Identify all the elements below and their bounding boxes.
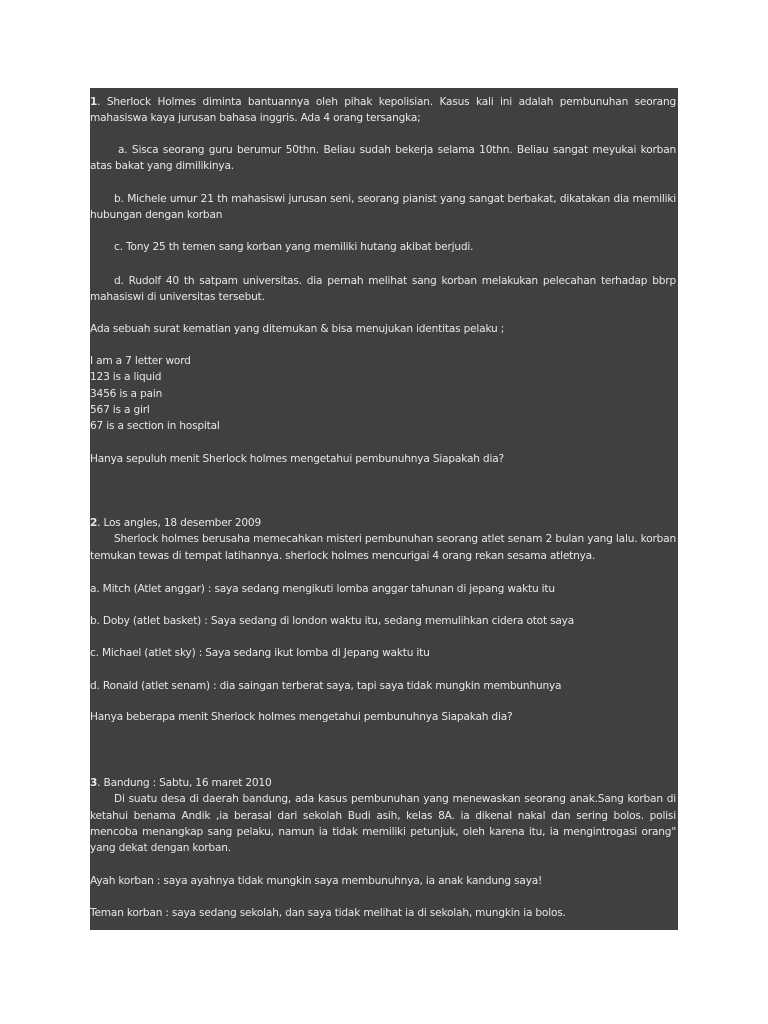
- q1-suspect-b: [90, 191, 676, 224]
- line: Sherlock holmes berusaha memecahkan misteri pembunuhan seorang atlet senam 2 bulan yang lalu. korban: [114, 533, 676, 546]
- line: . Sherlock Holmes diminta bantuannya oleh pihak kepolisian. Kasus kali ini adalah pembunuhan seorang: [97, 96, 676, 108]
- line: Ayah korban : saya ayahnya tidak mungkin saya membunuhnya, ia anak kandung saya!: [90, 875, 543, 887]
- line: ketahui benama Andik ,ia berasal dari sekolah Budi asih, kelas 8A. ia dikenal nakal dan sering bolos. polisi: [90, 809, 676, 822]
- line: b. Doby (atlet basket) : Saya sedang di london waktu itu, sedang memulihkan cidera otot saya: [90, 615, 575, 627]
- line: Teman korban : saya sedang sekolah, dan saya tidak melihat ia di sekolah, mungkin ia bolos.: [90, 907, 566, 919]
- line: c. Michael (atlet sky) : Saya sedang ikut lomba di Jepang waktu itu: [90, 647, 430, 659]
- line: hubungan dengan korban: [90, 209, 223, 222]
- q2-heading: [90, 515, 676, 564]
- line: Ada sebuah surat kematian yang ditemukan & bisa menujukan identitas pelaku ;: [90, 323, 505, 335]
- q3-teman: [90, 905, 676, 921]
- line: Di suatu desa di daerah bandung, ada kasus pembunuhan yang menewaskan seorang anak.Sang korban di: [114, 793, 676, 806]
- q3-ayah: [90, 873, 676, 889]
- q2-suspect-d: [90, 678, 676, 694]
- line: c. Tony 25 th temen sang korban yang memiliki hutang akibat berjudi.: [114, 241, 474, 253]
- line: mahasiswa kaya jurusan bahasa inggris. Ada 4 orang tersangka;: [90, 112, 421, 125]
- line: b. Michele umur 21 th mahasiswi jurusan seni, seorang pianist yang sangat berbakat, dikatakan dia memiliki: [114, 193, 676, 205]
- q2-number: 2: [90, 517, 98, 529]
- q1-riddle: [90, 353, 676, 434]
- line: mencoba menangkap sang pelaku, namun ia tidak memiliki petunjuk, oleh karena itu, ia mengintrogasi orang": [90, 825, 676, 838]
- riddle-line: 67 is a section in hospital: [90, 420, 220, 433]
- line: atas bakat yang dimilikinya.: [90, 160, 234, 173]
- q1-question: [90, 451, 676, 467]
- q1-suspect-a: [90, 142, 676, 175]
- q1-intro: [90, 94, 676, 127]
- line: a. Sisca seorang guru berumur 50thn. Beliau sudah bekerja selama 10thn. Beliau sangat meyukai korban: [118, 144, 676, 156]
- line: . Los angles, 18 desember 2009: [97, 517, 262, 529]
- line: yang dekat dengan korban.: [90, 842, 231, 855]
- q2-suspect-c: [90, 645, 676, 661]
- q3-heading: [90, 775, 676, 856]
- q2-suspect-b: [90, 613, 676, 629]
- q2-suspect-a: [90, 581, 676, 597]
- line: d. Ronald (atlet senam) : dia saingan terberat saya, tapi saya tidak mungkin membunhunya: [90, 680, 562, 692]
- line: d. Rudolf 40 th satpam universitas. dia pernah melihat sang korban melakukan pelecahan terhadap bbrp: [114, 275, 676, 287]
- q1-suspect-c: [90, 239, 676, 255]
- q1-suspect-d: [90, 273, 676, 306]
- q2-question: [90, 709, 676, 725]
- line: mahasiswi di universitas tersebut.: [90, 291, 265, 304]
- line: Hanya sepuluh menit Sherlock holmes mengetahui pembunuhnya Siapakah dia?: [90, 453, 504, 465]
- riddle-line: 567 is a girl: [90, 403, 150, 416]
- q1-number: 1: [90, 96, 98, 108]
- q3-number: 3: [90, 777, 98, 789]
- line: . Bandung : Sabtu, 16 maret 2010: [97, 777, 272, 789]
- riddle-line: 3456 is a pain: [90, 387, 163, 400]
- line: a. Mitch (Atlet anggar) : saya sedang mengikuti lomba anggar tahunan di jepang waktu itu: [90, 583, 555, 595]
- riddle-line: 123 is a liquid: [90, 371, 162, 384]
- line: temukan tewas di tempat latihannya. sherlock holmes mencurigai 4 orang rekan sesama atletnya.: [90, 549, 596, 562]
- riddle-line: I am a 7 letter word: [90, 355, 191, 367]
- document-page: [90, 88, 678, 930]
- line: Hanya beberapa menit Sherlock holmes mengetahui pembunuhnya Siapakah dia?: [90, 711, 513, 723]
- q1-note: [90, 321, 676, 337]
